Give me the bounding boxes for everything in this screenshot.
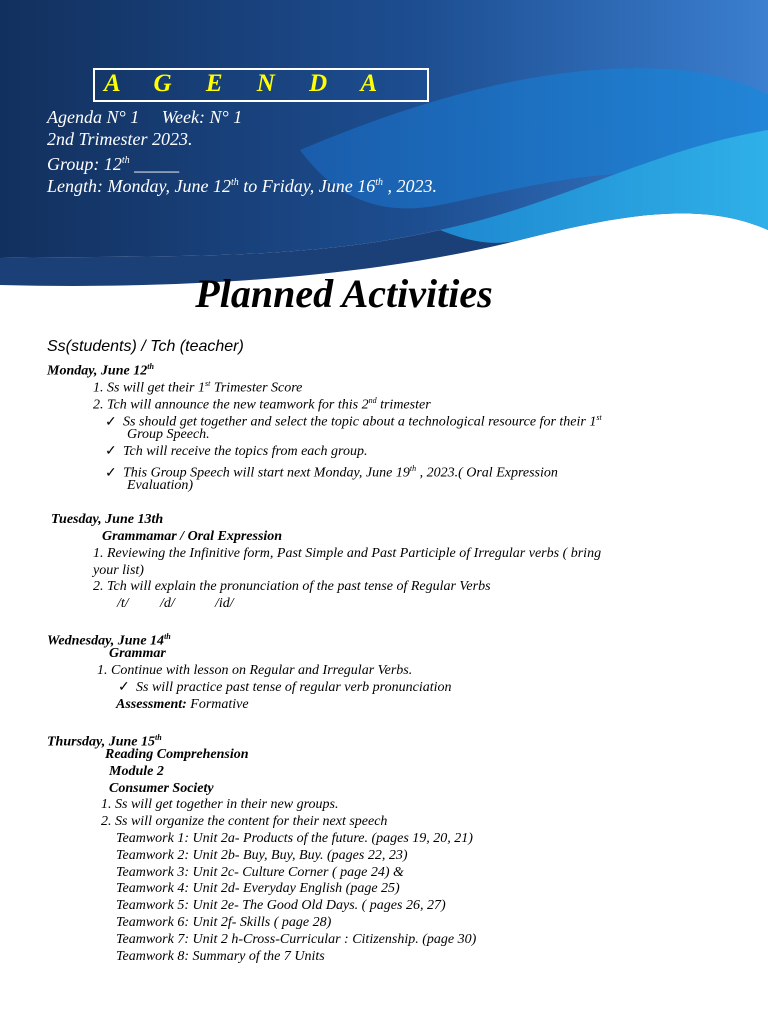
wednesday-day: Wednesday, June 14 (47, 633, 165, 649)
monday-item-2-end: trimester (376, 397, 431, 413)
monday-check-2-text: Tch will receive the topics from each group. (123, 444, 368, 459)
tuesday-topic: Grammamar / Oral Expression (102, 529, 283, 544)
group-label: Group: 12 (47, 154, 122, 174)
wednesday-topic: Grammar (109, 646, 166, 661)
monday-check-3-sup: th (409, 464, 417, 473)
assessment-label: Assessment: (116, 697, 187, 712)
thursday-day: Thursday, June 15 (47, 734, 156, 750)
trimester-line: 2nd Trimester 2023. (47, 129, 193, 149)
teamwork-item: Teamwork 4: Unit 2d- Everyday English (page 25) (116, 881, 400, 896)
length-start: Length: Monday, June 12 (47, 176, 231, 196)
length-end: to Friday, June 16 (238, 176, 376, 196)
check-icon: ✓ (105, 465, 117, 481)
monday-check-1-text: Ss should get together and select the topic about a technological resource for their 1 (123, 414, 597, 430)
thursday-topic-1: Reading Comprehension (105, 747, 249, 762)
wednesday-check-1 (118, 679, 452, 696)
teamwork-item: Teamwork 3: Unit 2c- Culture Corner ( page 24) & (116, 865, 404, 880)
group-sup: th (121, 155, 130, 166)
agenda-title: A G E N D A (104, 70, 392, 97)
teamwork-item: Teamwork 7: Unit 2 h-Cross-Curricular : Citizenship. (page 30) (116, 932, 477, 947)
monday-check-1-sup: st (596, 413, 602, 422)
monday-item-1-text: 1. Ss will get their 1 (93, 380, 205, 396)
sound-t: /t/ (117, 596, 129, 611)
teamwork-item: Teamwork 5: Unit 2e- The Good Old Days. ( pages 26, 27) (116, 898, 446, 913)
check-icon: ✓ (105, 444, 117, 459)
monday-check-3-text: This Group Speech will start next Monday, June 19 (123, 465, 410, 481)
monday-check-1-cont: Group Speech. (127, 427, 210, 442)
tuesday-item-2: 2. Tch will explain the pronunciation of the past tense of Regular Verbs (93, 579, 491, 594)
teamwork-item: Teamwork 6: Unit 2f- Skills ( page 28) (116, 915, 332, 930)
length-year: , 2023. (383, 176, 438, 196)
monday-check-3-cont: Evaluation) (127, 478, 194, 493)
teamwork-item: Teamwork 2: Unit 2b- Buy, Buy, Buy. (pages 22, 23) (116, 848, 408, 863)
agenda-number-line (47, 106, 242, 128)
check-icon: ✓ (118, 680, 130, 695)
teamwork-item: Teamwork 8: Summary of the 7 Units (116, 949, 325, 964)
group-blank: _____ (129, 154, 180, 174)
thursday-day-sup: th (155, 733, 162, 742)
length-sup-1: th (230, 177, 239, 188)
monday-day: Monday, June 12 (47, 363, 148, 379)
sound-d: /d/ (160, 596, 175, 611)
monday-check-3-end: , 2023.( Oral Expression (416, 465, 558, 481)
monday-item-2-sup: nd (368, 396, 377, 405)
tuesday-item-1: 1. Reviewing the Infinitive form, Past Simple and Past Participle of Irregular verbs ( bring (93, 546, 602, 561)
role-legend: Ss(students) / Tch (teacher) (47, 338, 244, 355)
thursday-item-1: 1. Ss will get together in their new groups. (101, 797, 339, 812)
week-number: Week: N° 1 (161, 107, 243, 127)
wednesday-day-sup: th (164, 632, 171, 641)
monday-item-1-sup: st (205, 379, 211, 388)
agenda-number: Agenda N° 1 (47, 107, 140, 127)
sound-id: /id/ (215, 596, 234, 611)
tuesday-heading: Tuesday, June 13th (51, 512, 164, 527)
thursday-topic-2: Module 2 (109, 764, 164, 779)
wednesday-assessment (116, 696, 249, 713)
length-line (47, 172, 437, 197)
tuesday-item-1-cont: your list) (93, 563, 144, 578)
wednesday-check-1-text: Ss will practice past tense of regular verb pronunciation (136, 680, 452, 695)
page-title (0, 270, 728, 317)
thursday-item-2: 2. Ss will organize the content for their next speech (101, 814, 388, 829)
monday-day-sup: th (147, 362, 154, 371)
thursday-topic-3: Consumer Society (109, 781, 214, 796)
length-sup-2: th (375, 177, 384, 188)
page-title-text: Planned Activities (195, 271, 493, 316)
teamwork-item: Teamwork 1: Unit 2a- Products of the future. (pages 19, 20, 21) (116, 831, 473, 846)
monday-item-2-text: 2. Tch will announce the new teamwork for this 2 (93, 397, 369, 413)
assessment-value: Formative (186, 697, 249, 712)
monday-check-2 (105, 443, 367, 460)
wednesday-item-1: 1. Continue with lesson on Regular and Irregular Verbs. (97, 663, 413, 678)
monday-item-1-end: Trimester Score (210, 380, 303, 396)
check-icon: ✓ (105, 414, 117, 430)
